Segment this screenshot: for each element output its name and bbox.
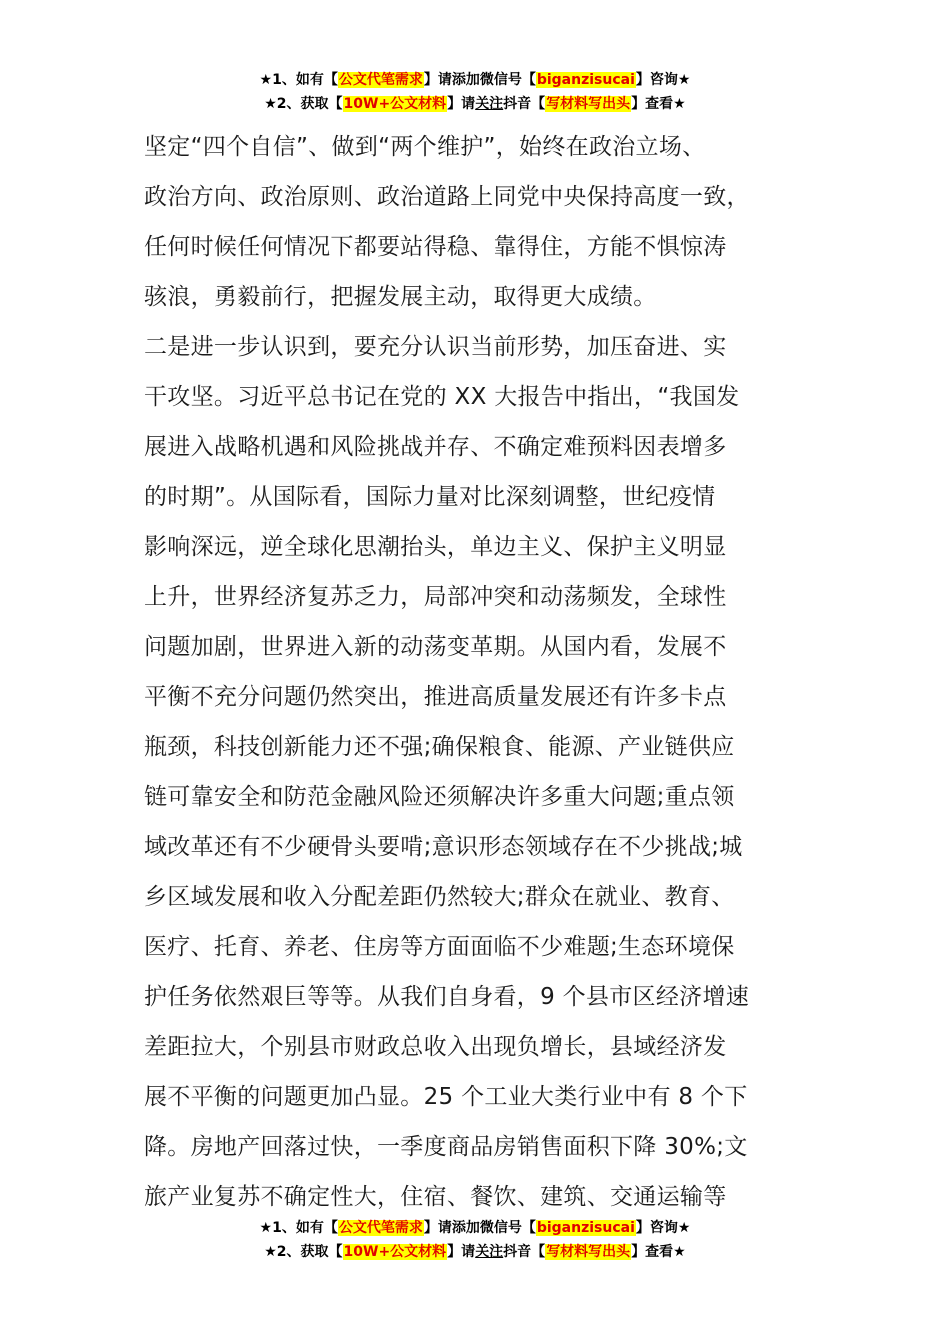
text-line: 链可靠安全和防范金融风险还须解决许多重大问题;重点领: [144, 784, 735, 810]
text-line: 上升，世界经济复苏乏力，局部冲突和动荡频发，全球性: [144, 584, 727, 610]
banner-line-1: [0, 68, 950, 92]
text-line: 政治方向、政治原则、政治道路上同党中央保持高度一致，: [144, 184, 750, 210]
text-line: 差距拉大，个别县市财政总收入出现负增长，县域经济发: [144, 1034, 727, 1060]
text-line: 医疗、托育、养老、住房等方面面临不少难题;生态环境保: [144, 934, 735, 960]
text-line: 任何时候任何情况下都要站得稳、靠得住，方能不惧惊涛: [144, 234, 727, 260]
banner-text: 抖音【: [503, 96, 546, 112]
text-line: 二是进一步认识到，要充分认识当前形势，加压奋进、实: [144, 334, 727, 360]
banner-text: 微信号【: [479, 1220, 536, 1236]
footer-banner: [0, 1216, 950, 1264]
banner-text: 】请: [447, 1244, 476, 1260]
banner-text: ★2、获取【: [264, 96, 343, 112]
text-line: 骇浪，勇毅前行，把握发展主动，取得更大成绩。: [144, 284, 657, 310]
highlight-service: 公文代笔需求: [338, 1220, 423, 1236]
highlight-wechat-id: biganzisucai: [536, 72, 635, 88]
text-line: 平衡不充分问题仍然突出，推进高质量发展还有许多卡点: [144, 684, 727, 710]
banner-emphasis: 关注: [475, 1244, 504, 1260]
banner-line-2: [0, 92, 950, 116]
banner-text: 微信号【: [479, 72, 536, 88]
banner-text: 】查看★: [631, 96, 686, 112]
text-line: 展不平衡的问题更加凸显。25 个工业大类行业中有 8 个下: [144, 1084, 748, 1110]
text-line: 干攻坚。习近平总书记在党的 XX 大报告中指出，“我国发: [144, 384, 740, 410]
header-banner: [0, 68, 950, 116]
banner-text: ★1、如有【: [259, 1220, 338, 1236]
banner-emphasis: 添加: [451, 1220, 480, 1236]
banner-text: 】请: [423, 1220, 452, 1236]
text-line: 乡区域发展和收入分配差距仍然较大;群众在就业、教育、: [144, 884, 735, 910]
banner-emphasis: 关注: [475, 96, 504, 112]
highlight-materials: 10W+公文材料: [343, 96, 447, 112]
banner-text: ★1、如有【: [259, 72, 338, 88]
banner-line-1: [0, 1216, 950, 1240]
text-line: 旅产业复苏不确定性大，住宿、餐饮、建筑、交通运输等: [144, 1184, 727, 1210]
text-line: 影响深远，逆全球化思潮抬头，单边主义、保护主义明显: [144, 534, 727, 560]
text-line: 瓶颈，科技创新能力还不强;确保粮食、能源、产业链供应: [144, 734, 735, 760]
banner-text: 】查看★: [631, 1244, 686, 1260]
highlight-service: 公文代笔需求: [338, 72, 423, 88]
text-line: 坚定“四个自信”、做到“两个维护”，始终在政治立场、: [144, 134, 706, 160]
text-line: 降。房地产回落过快，一季度商品房销售面积下降 30%;文: [144, 1134, 748, 1160]
text-line: 问题加剧，世界进入新的动荡变革期。从国内看，发展不: [144, 634, 727, 660]
banner-emphasis: 添加: [451, 72, 480, 88]
highlight-douyin-account: 写材料写出头: [546, 1244, 631, 1260]
banner-text: 】请: [447, 96, 476, 112]
text-line: 域改革还有不少硬骨头要啃;意识形态领域存在不少挑战;城: [144, 834, 743, 860]
banner-text: ★2、获取【: [264, 1244, 343, 1260]
highlight-douyin-account: 写材料写出头: [546, 96, 631, 112]
text-line: 护任务依然艰巨等等。从我们自身看，9 个县市区经济增速: [144, 984, 750, 1010]
document-body: [144, 122, 808, 1222]
highlight-materials: 10W+公文材料: [343, 1244, 447, 1260]
banner-text: 】咨询★: [635, 72, 691, 88]
banner-text: 抖音【: [503, 1244, 546, 1260]
highlight-wechat-id: biganzisucai: [536, 1220, 635, 1236]
banner-line-2: [0, 1240, 950, 1264]
banner-text: 】请: [423, 72, 452, 88]
banner-text: 】咨询★: [635, 1220, 691, 1236]
text-line: 的时期”。从国际看，国际力量对比深刻调整，世纪疫情: [144, 484, 716, 510]
text-line: 展进入战略机遇和风险挑战并存、不确定难预料因表增多: [144, 434, 727, 460]
